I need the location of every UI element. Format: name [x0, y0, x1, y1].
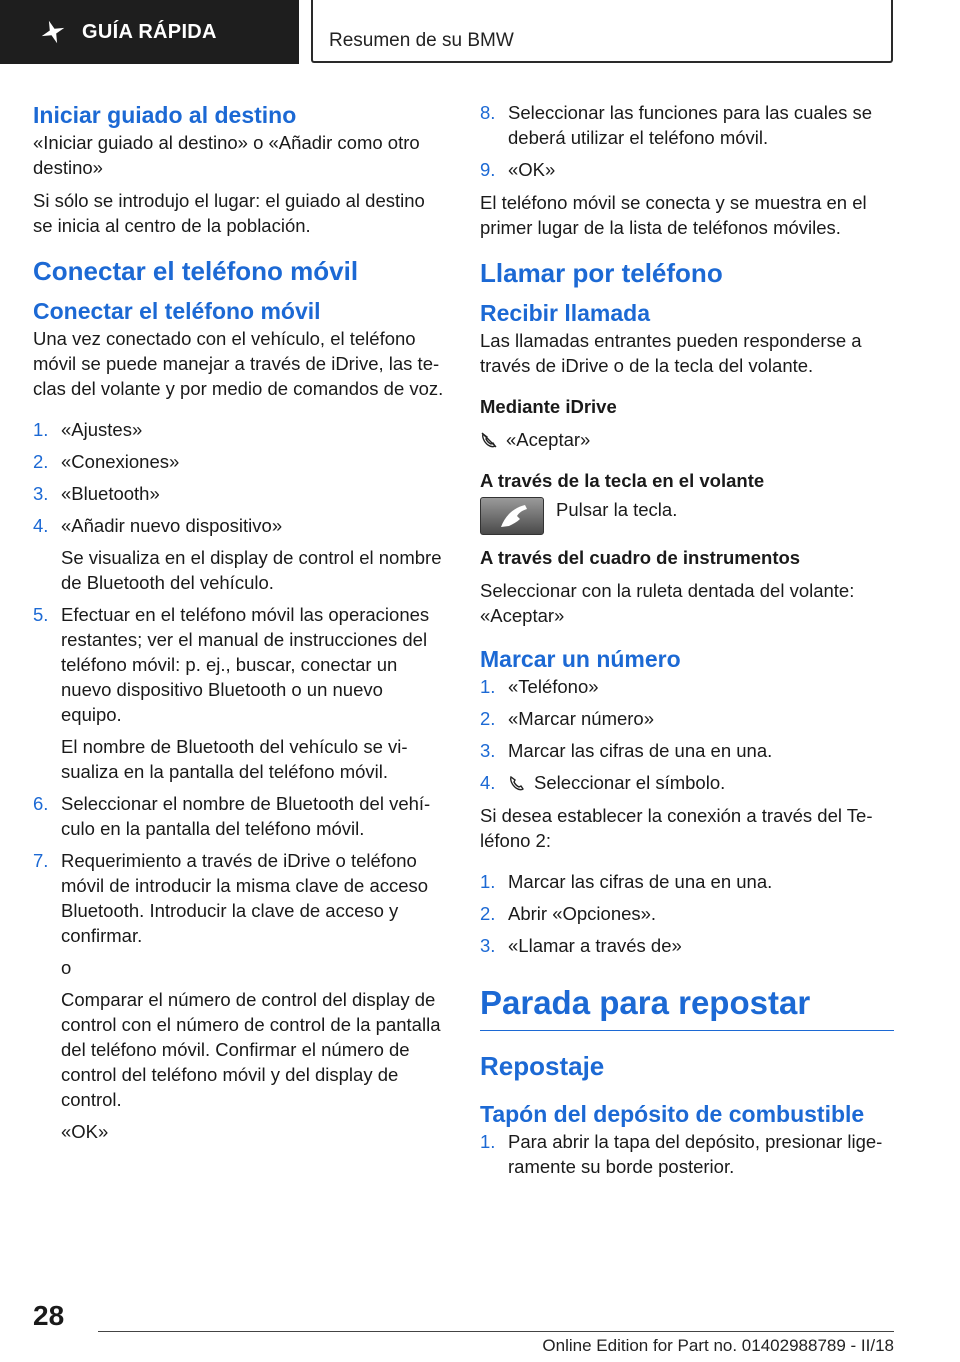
list-item: 2. «Conexiones»	[33, 451, 180, 472]
heading-rule	[480, 1030, 894, 1031]
list-item: 3. «Bluetooth»	[33, 483, 160, 504]
phone-icon	[508, 774, 526, 792]
phone-key-row	[480, 497, 894, 535]
paragraph: Si desea establecer la conexión a través del Teléfono 2:	[480, 805, 873, 851]
footer-edition: Online Edition for Part no. 01402988789 - II/18	[542, 1336, 894, 1355]
steering-phone-key-icon	[480, 497, 544, 535]
list-item: 5. Efectuar en el teléfono móvil las operaciones restantes; ver el manual de instrucciones del teléfono móvil: p. ej., buscar, conectar un nuevo dispositivo Bluetooth o un nuevo equipo. El nombre de Bluetooth del vehículo se visualiza en la pantalla del teléfono móvil.	[33, 602, 447, 784]
step-note: El nombre de Bluetooth del vehículo se visualiza en la pantalla del teléfono móvil.	[61, 736, 408, 782]
subheading-idrive: Mediante iDrive	[480, 396, 617, 417]
list-item: 8. Seleccionar las funciones para las cuales se deberá utilizar el teléfono móvil.	[480, 102, 873, 148]
header-tab-label: GUÍA RÁPIDA	[82, 20, 217, 43]
paragraph: «Iniciar guiado al destino» o «Añadir como otro destino»	[33, 132, 420, 178]
subheading-volante: A través de la tecla en el volante	[480, 470, 765, 491]
heading-parada: Parada para repostar	[480, 984, 811, 1021]
pulsar-text: Pulsar la tecla.	[556, 499, 678, 520]
subheading-cuadro: A través del cuadro de instrumentos	[480, 547, 801, 568]
heading-conectar-main: Conectar el teléfono móvil	[33, 256, 359, 286]
steps-list-continued	[480, 100, 894, 182]
paragraph: Las llamadas entrantes pueden responderse a través de iDrive o de la tecla del volante.	[480, 330, 862, 376]
list-item: 1. Para abrir la tapa del depósito, presionar ligeramente su borde posterior.	[480, 1131, 883, 1177]
paragraph: El teléfono móvil se conecta y se muestra en el primer lugar de la lista de teléfonos móviles.	[480, 192, 867, 238]
list-item: 9. «OK»	[480, 159, 556, 180]
step-note: Se visualiza en el display de control el nombre de Bluetooth del vehículo.	[61, 547, 442, 593]
step-note: «OK»	[61, 1121, 109, 1142]
list-item: 4. «Añadir nuevo dispositivo» Se visualiza en el display de control el nombre de Bluetooth del vehículo.	[33, 513, 447, 595]
section-title: Resumen de su BMW	[329, 30, 514, 51]
paragraph: Una vez conectado con el vehículo, el teléfono móvil se puede manejar a través de iDrive, las teclas del volante y por medio de comandos de voz.	[33, 328, 444, 399]
phone-icon	[480, 431, 498, 449]
list-item: 3. «Llamar a través de»	[480, 935, 682, 956]
page-number: 28	[33, 1300, 65, 1331]
list-item: 1. «Teléfono»	[480, 676, 599, 697]
heading-conectar-sub: Conectar el teléfono móvil	[33, 298, 321, 324]
step-note: Comparar el número de control del display de control con el número de control de la pantalla del teléfono móvil. Confirmar el número de control del teléfono móvil y del display de control.	[61, 989, 441, 1110]
list-item: 7. Requerimiento a través de iDrive o teléfono móvil de introducir la misma clave de acceso Bluetooth. Introducir la clave de acceso y confirmar. o Comparar el número de control del display de control con el número de control de la pantalla del teléfono móvil. Confirmar el número de control del teléfono móvil y del display de control. «OK»	[33, 848, 447, 1144]
list-item: 3. Marcar las cifras de una en una.	[480, 740, 773, 761]
heading-marcar: Marcar un número	[480, 646, 681, 672]
heading-tapon: Tapón del depósito de combustible	[480, 1101, 865, 1127]
paragraph: Si sólo se introdujo el lugar: el guiado al destino se inicia al centro de la población.	[33, 190, 425, 236]
marcar-steps	[480, 674, 894, 795]
sparkle-icon	[38, 17, 68, 47]
right-column	[480, 100, 894, 1187]
aceptar-line: «Aceptar»	[480, 427, 894, 452]
list-item: 6. Seleccionar el nombre de Bluetooth del vehículo en la pantalla del teléfono móvil.	[33, 793, 431, 839]
heading-llamar: Llamar por teléfono	[480, 258, 723, 288]
list-item: 1. «Ajustes»	[33, 419, 143, 440]
list-item: 4. Seleccionar el símbolo.	[480, 772, 726, 793]
list-item: 1. Marcar las cifras de una en una.	[480, 871, 773, 892]
tel2-steps	[480, 869, 894, 958]
tapon-steps	[480, 1129, 894, 1179]
heading-recibir: Recibir llamada	[480, 300, 651, 326]
heading-iniciar-guiado: Iniciar guiado al destino	[33, 102, 297, 128]
list-item: 2. «Marcar número»	[480, 708, 655, 729]
footer-rule	[98, 1331, 894, 1332]
step-or: o	[61, 957, 72, 978]
left-column	[33, 100, 447, 1152]
steps-list	[33, 417, 447, 1144]
heading-repostaje: Repostaje	[480, 1051, 605, 1081]
paragraph: Seleccionar con la ruleta dentada del volante: «Aceptar»	[480, 580, 855, 626]
list-item: 2. Abrir «Opciones».	[480, 903, 657, 924]
header-section-box	[311, 0, 893, 63]
header-tab	[0, 0, 299, 64]
